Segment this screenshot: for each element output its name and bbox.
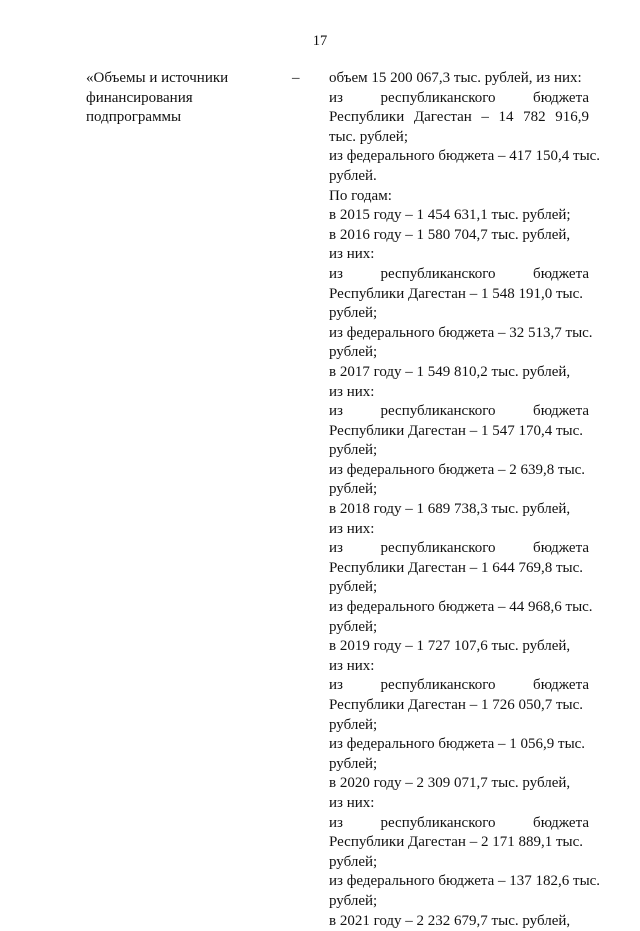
financing-text-line: рублей; — [329, 853, 378, 870]
financing-text-line: Республики Дагестан – 1 726 050,7 тыс. — [329, 697, 583, 713]
section-label-line: финансирования — [86, 89, 193, 106]
financing-text-line: объем 15 200 067,3 тыс. рублей, из них: — [329, 70, 582, 86]
separator-dash: – — [292, 70, 300, 86]
financing-text-line: в 2017 году – 1 549 810,2 тыс. рублей, — [329, 363, 571, 380]
page-number: 17 — [312, 33, 328, 49]
financing-text-line: рублей; — [329, 344, 378, 361]
financing-text-line: Республики Дагестан – 1 548 191,0 тыс. — [329, 285, 583, 302]
financing-text-line: из республиканского бюджета — [329, 403, 589, 420]
financing-text-line: рублей; — [329, 442, 378, 459]
financing-text-line: Республики Дагестан – 1 644 769,8 тыс. — [329, 559, 583, 576]
financing-text-line: рублей; — [329, 892, 378, 909]
financing-text-line: из республиканского бюджета — [329, 540, 589, 557]
financing-text-line: из них: — [329, 246, 375, 263]
financing-text-line: рублей; — [329, 618, 378, 635]
financing-details — [329, 69, 601, 931]
financing-text-line: рублей. — [329, 167, 377, 184]
financing-text-line: рублей; — [329, 755, 378, 772]
financing-text-line: в 2020 году – 2 309 071,7 тыс. рублей, — [329, 775, 571, 792]
financing-text-line: рублей; — [329, 481, 378, 498]
financing-text-line: из них: — [329, 657, 375, 674]
financing-text-line: По годам: — [329, 187, 392, 204]
financing-text-line: в 2016 году – 1 580 704,7 тыс. рублей, — [329, 226, 571, 243]
financing-text-line: Республики Дагестан – 1 547 170,4 тыс. — [329, 422, 583, 439]
financing-text-line: в 2021 году – 2 232 679,7 тыс. рублей, — [329, 912, 571, 929]
financing-text-line: рублей; — [329, 716, 378, 733]
financing-text-line: из федерального бюджета – 44 968,6 тыс. — [329, 599, 593, 616]
financing-text-line: Республики Дагестан – 14 782 916,9 — [329, 109, 589, 126]
section-label-line: подпрограммы — [86, 109, 182, 126]
financing-text-line: из федерального бюджета – 32 513,7 тыс. — [329, 324, 593, 341]
financing-text-line: из республиканского бюджета — [329, 814, 589, 831]
financing-text-line: из федерального бюджета – 1 056,9 тыс. — [329, 736, 586, 753]
section-label — [86, 69, 286, 128]
financing-text-line: рублей; — [329, 579, 378, 596]
financing-text-line: из них: — [329, 520, 375, 537]
financing-text-line: из них: — [329, 383, 375, 400]
financing-text-line: в 2018 году – 1 689 738,3 тыс. рублей, — [329, 501, 571, 518]
financing-text-line: из республиканского бюджета — [329, 89, 589, 106]
section-label-line: «Объемы и источники — [86, 70, 229, 86]
financing-text-line: из федерального бюджета – 417 150,4 тыс. — [329, 148, 601, 165]
financing-text-line: Республики Дагестан – 2 171 889,1 тыс. — [329, 834, 583, 851]
financing-text-line: в 2015 году – 1 454 631,1 тыс. рублей; — [329, 207, 571, 224]
financing-text-line: из республиканского бюджета — [329, 677, 589, 694]
financing-text-line: из них: — [329, 794, 375, 811]
financing-text-line: тыс. рублей; — [329, 128, 408, 145]
financing-text-line: рублей; — [329, 305, 378, 322]
financing-text-line: в 2019 году – 1 727 107,6 тыс. рублей, — [329, 638, 571, 655]
financing-text-line: из федерального бюджета – 137 182,6 тыс. — [329, 873, 601, 890]
financing-text-line: из республиканского бюджета — [329, 265, 589, 282]
financing-text-line: из федерального бюджета – 2 639,8 тыс. — [329, 461, 586, 478]
